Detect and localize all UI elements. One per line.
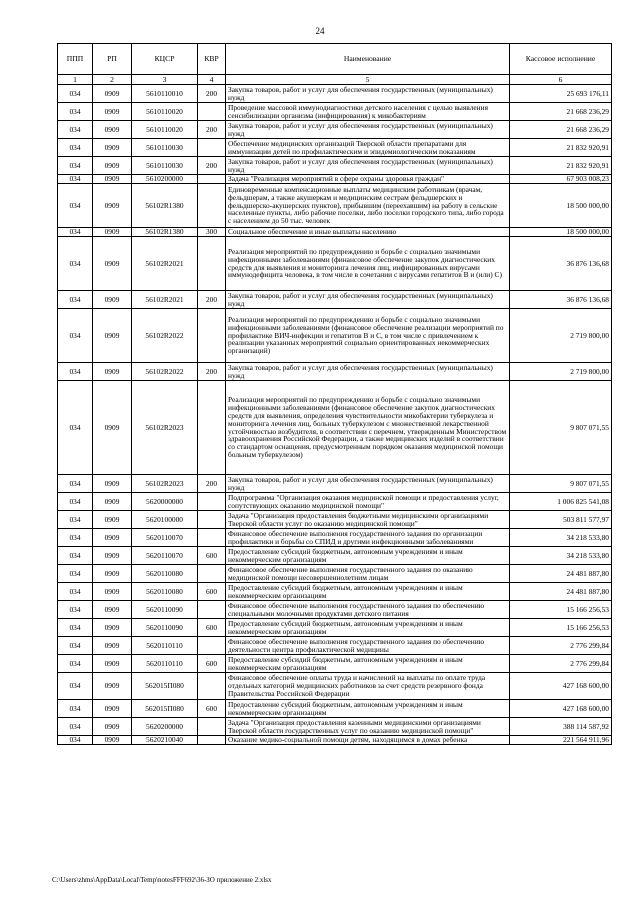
cell-rp: 0909: [93, 700, 132, 718]
table-row: [58, 139, 612, 157]
cell-kcsr: 56102R2022: [132, 309, 198, 363]
cell-kvr: [198, 175, 226, 184]
table-body: [58, 85, 612, 745]
cell-kvr: 200: [198, 475, 226, 493]
cell-amount: 36 876 136,68: [510, 291, 612, 309]
col-number: 2: [93, 75, 132, 85]
cell-name: Закупка товаров, работ и услуг для обеспечения государственных (муниципальных) нужд: [226, 85, 510, 103]
cell-rp: 0909: [93, 547, 132, 565]
cell-kcsr: 5610110030: [132, 139, 198, 157]
cell-amount: 18 500 000,00: [510, 184, 612, 228]
cell-ppp: 034: [58, 736, 93, 745]
cell-kvr: [198, 184, 226, 228]
cell-rp: 0909: [93, 529, 132, 547]
cell-amount: 9 807 071,55: [510, 475, 612, 493]
cell-rp: 0909: [93, 601, 132, 619]
cell-rp: 0909: [93, 121, 132, 139]
cell-kcsr: 5620210040: [132, 736, 198, 745]
cell-rp: 0909: [93, 736, 132, 745]
col-number: 1: [58, 75, 93, 85]
cell-kcsr: 562015П080: [132, 673, 198, 700]
column-number-row: [58, 75, 612, 85]
cell-kcsr: 5620110080: [132, 583, 198, 601]
header-row: [58, 44, 612, 75]
cell-kvr: 600: [198, 700, 226, 718]
cell-kvr: 600: [198, 655, 226, 673]
cell-kcsr: 562015П080: [132, 700, 198, 718]
cell-rp: 0909: [93, 184, 132, 228]
cell-name: Предоставление субсидий бюджетным, автономным учреждениям и иным некоммерческим организациям: [226, 547, 510, 565]
cell-name: Предоставление субсидий бюджетным, автономным учреждениям и иным некоммерческим организациям: [226, 583, 510, 601]
col-header-rp: РП: [93, 44, 132, 75]
table-row: [58, 655, 612, 673]
cell-ppp: 034: [58, 175, 93, 184]
cell-rp: 0909: [93, 309, 132, 363]
table-row: [58, 619, 612, 637]
cell-ppp: 034: [58, 655, 93, 673]
cell-kvr: 300: [198, 228, 226, 237]
table-row: [58, 363, 612, 381]
cell-kcsr: 56102R2021: [132, 291, 198, 309]
cell-kcsr: 56102R2022: [132, 363, 198, 381]
cell-kcsr: 56102R2023: [132, 381, 198, 475]
cell-amount: 15 166 256,53: [510, 601, 612, 619]
cell-ppp: 034: [58, 475, 93, 493]
cell-kvr: [198, 529, 226, 547]
cell-name: Финансовое обеспечение выполнения государственного задания по обеспечению деятельности центра профилактической медицины: [226, 637, 510, 655]
table-row: [58, 736, 612, 745]
cell-ppp: 034: [58, 381, 93, 475]
cell-name: Финансовое обеспечение оплаты труда и начислений на выплаты по оплате труда отдельных категорий медицинских работников за счет средств резервного фонда Правительства Российской Федерации: [226, 673, 510, 700]
cell-kvr: [198, 309, 226, 363]
cell-kcsr: 56102R1380: [132, 184, 198, 228]
cell-amount: 2 776 299,84: [510, 655, 612, 673]
cell-amount: 221 564 911,96: [510, 736, 612, 745]
cell-name: Финансовое обеспечение выполнения государственного задания по обеспечению специальными молочными продуктами детского питания: [226, 601, 510, 619]
cell-ppp: 034: [58, 583, 93, 601]
table-row: [58, 184, 612, 228]
cell-kvr: [198, 565, 226, 583]
cell-kvr: [198, 601, 226, 619]
cell-name: Оказание медико-социальной помощи детям, находящимся в домах ребенка: [226, 736, 510, 745]
table-row: [58, 511, 612, 529]
cell-name: Обеспечение медицинских организаций Тверской области препаратами для иммунизации детей по профилактическим и эпидемиологическим показаниям: [226, 139, 510, 157]
col-number: 4: [198, 75, 226, 85]
cell-name: Задача "Организация предоставления казенными медицинскими организациями Тверской области государственных услуг по оказанию медицинской помощи": [226, 718, 510, 736]
cell-amount: 24 481 887,80: [510, 565, 612, 583]
cell-kcsr: 5610110010: [132, 85, 198, 103]
cell-amount: 503 811 577,97: [510, 511, 612, 529]
table-row: [58, 718, 612, 736]
cell-rp: 0909: [93, 228, 132, 237]
table-row: [58, 583, 612, 601]
cell-amount: 21 832 920,91: [510, 157, 612, 175]
cell-rp: 0909: [93, 718, 132, 736]
table-row: [58, 381, 612, 475]
cell-name: Финансовое обеспечение выполнения государственного задания по организации профилактики и борьбы со СПИД и другими инфекционными заболеваниями: [226, 529, 510, 547]
cell-kvr: 200: [198, 363, 226, 381]
cell-rp: 0909: [93, 565, 132, 583]
cell-amount: 427 168 600,00: [510, 700, 612, 718]
cell-name: Закупка товаров, работ и услуг для обеспечения государственных (муниципальных) нужд: [226, 157, 510, 175]
cell-ppp: 034: [58, 637, 93, 655]
cell-kvr: [198, 381, 226, 475]
cell-kcsr: 5620110090: [132, 619, 198, 637]
page-number: 24: [315, 26, 325, 36]
table-row: [58, 85, 612, 103]
table-row: [58, 529, 612, 547]
cell-ppp: 034: [58, 85, 93, 103]
cell-ppp: 034: [58, 700, 93, 718]
table-row: [58, 228, 612, 237]
cell-ppp: 034: [58, 673, 93, 700]
cell-rp: 0909: [93, 157, 132, 175]
col-number: 6: [510, 75, 612, 85]
table-row: [58, 157, 612, 175]
cell-ppp: 034: [58, 121, 93, 139]
table-row: [58, 291, 612, 309]
cell-name: Реализация мероприятий по предупреждению и борьбе с социально значимыми инфекционными заболеваниями (финансовое обеспечение реализации мероприятий по профилактике ВИЧ-инфекции и гепатитов В и С, в том числе с привлечением к реализации указанных мероприятий социально ориентированных некоммерческих организаций): [226, 309, 510, 363]
cell-name: Единовременные компенсационные выплаты медицинским работникам (врачам, фельдшерам, а также акушеркам и медицинским сестрам фельдшерских и фельдшерско-акушерских пунктов), прибывшим (переехавшим) на работу в сельские населенные пункты, либо рабочие поселки, либо поселки городского типа, либо города с населением до 50 тыс. человек: [226, 184, 510, 228]
cell-name: Задача "Организация предоставления бюджетными медицинскими организациями Тверской области услуг по оказанию медицинской помощи": [226, 511, 510, 529]
cell-name: Подпрограмма "Организация оказания медицинской помощи и предоставления услуг, сопутствующих оказанию медицинской помощи": [226, 493, 510, 511]
cell-name: Проведение массовой иммунодиагностики детского населения с целью выявления сенсибилизации организма (инфицирования) к микобактериям: [226, 103, 510, 121]
cell-kvr: [198, 103, 226, 121]
table-row: [58, 547, 612, 565]
footer-file-path: C:\Users\zhms\AppData\Local\Temp\notesFFF692\36-ЗО приложение 2.xlsx: [52, 876, 272, 884]
cell-kcsr: 5620110070: [132, 529, 198, 547]
table-row: [58, 493, 612, 511]
cell-kcsr: 5620110080: [132, 565, 198, 583]
cell-amount: 427 168 600,00: [510, 673, 612, 700]
cell-name: Закупка товаров, работ и услуг для обеспечения государственных (муниципальных) нужд: [226, 121, 510, 139]
cell-amount: 2 719 800,00: [510, 363, 612, 381]
col-header-ppp: ППП: [58, 44, 93, 75]
cell-amount: 18 500 000,00: [510, 228, 612, 237]
cell-kcsr: 5620110110: [132, 637, 198, 655]
cell-kvr: [198, 673, 226, 700]
cell-name: Реализация мероприятий по предупреждению и борьбе с социально значимыми инфекционными заболеваниями (финансовое обеспечение закупок диагностических средств для выявления и мониторинга лечения лиц, инфицированных вирусами иммунодефицита человека, в том числе в сочетании с вирусами гепатитов В и (или) С): [226, 237, 510, 291]
table-row: [58, 121, 612, 139]
cell-kvr: [198, 139, 226, 157]
cell-rp: 0909: [93, 655, 132, 673]
cell-kcsr: 5620100000: [132, 511, 198, 529]
cell-kcsr: 5610110020: [132, 103, 198, 121]
cell-kcsr: 56102R2021: [132, 237, 198, 291]
table-row: [58, 175, 612, 184]
cell-ppp: 034: [58, 309, 93, 363]
cell-rp: 0909: [93, 85, 132, 103]
cell-kvr: [198, 718, 226, 736]
cell-amount: 2 719 800,00: [510, 309, 612, 363]
cell-kvr: [198, 237, 226, 291]
cell-kvr: 200: [198, 157, 226, 175]
cell-amount: 21 668 236,29: [510, 121, 612, 139]
col-header-kvr: КВР: [198, 44, 226, 75]
cell-ppp: 034: [58, 529, 93, 547]
cell-name: Предоставление субсидий бюджетным, автономным учреждениям и иным некоммерческим организациям: [226, 619, 510, 637]
col-header-amount: Кассовое исполнение: [510, 44, 612, 75]
table-row: [58, 637, 612, 655]
cell-kcsr: 56102R2023: [132, 475, 198, 493]
cell-kvr: [198, 736, 226, 745]
col-header-kcsr: КЦСР: [132, 44, 198, 75]
table-row: [58, 475, 612, 493]
cell-ppp: 034: [58, 547, 93, 565]
table-row: [58, 103, 612, 121]
col-number: 3: [132, 75, 198, 85]
cell-kcsr: 56102R1380: [132, 228, 198, 237]
cell-rp: 0909: [93, 583, 132, 601]
cell-ppp: 034: [58, 493, 93, 511]
cell-kcsr: 5610110030: [132, 157, 198, 175]
cell-rp: 0909: [93, 475, 132, 493]
cell-ppp: 034: [58, 511, 93, 529]
cell-amount: 2 776 299,84: [510, 637, 612, 655]
cell-kvr: [198, 511, 226, 529]
cell-rp: 0909: [93, 139, 132, 157]
cell-ppp: 034: [58, 619, 93, 637]
cell-kvr: 600: [198, 583, 226, 601]
cell-rp: 0909: [93, 619, 132, 637]
cell-kcsr: 5620000000: [132, 493, 198, 511]
col-number: 5: [226, 75, 510, 85]
cell-amount: 1 006 825 541,08: [510, 493, 612, 511]
cell-name: Задача "Реализация мероприятий в сфере охраны здоровья граждан": [226, 175, 510, 184]
col-header-name: Наименование: [226, 44, 510, 75]
table-row: [58, 309, 612, 363]
cell-ppp: 034: [58, 363, 93, 381]
cell-name: Реализация мероприятий по предупреждению и борьбе с социально значимыми инфекционными заболеваниями (финансовое обеспечение закупок диагностических средств для выявления, определения чувствительности микобактерии туберкулеза и мониторинга лечения лиц, больных туберкулезом с множественной лекарственной устойчивостью возбудителя, в соответствии с перечнем, утвержденным Министерством здравоохранения Российской Федерации, а также медицинских изделий в соответствии со стандартом оснащения, предусмотренным порядком оказания медицинской помощи больным туберкулезом): [226, 381, 510, 475]
cell-ppp: 034: [58, 291, 93, 309]
cell-kvr: [198, 637, 226, 655]
cell-amount: 388 114 587,92: [510, 718, 612, 736]
cell-name: Предоставление субсидий бюджетным, автономным учреждениям и иным некоммерческим организациям: [226, 700, 510, 718]
table-row: [58, 601, 612, 619]
cell-ppp: 034: [58, 103, 93, 121]
cell-amount: 34 218 533,80: [510, 547, 612, 565]
cell-ppp: 034: [58, 601, 93, 619]
cell-kcsr: 5610200000: [132, 175, 198, 184]
cell-rp: 0909: [93, 237, 132, 291]
cell-name: Закупка товаров, работ и услуг для обеспечения государственных (муниципальных) нужд: [226, 363, 510, 381]
cell-name: Предоставление субсидий бюджетным, автономным учреждениям и иным некоммерческим организациям: [226, 655, 510, 673]
table-row: [58, 700, 612, 718]
cell-rp: 0909: [93, 637, 132, 655]
cell-kvr: [198, 493, 226, 511]
cell-rp: 0909: [93, 103, 132, 121]
cell-rp: 0909: [93, 673, 132, 700]
table-row: [58, 237, 612, 291]
cell-rp: 0909: [93, 511, 132, 529]
cell-ppp: 034: [58, 157, 93, 175]
cell-kcsr: 5610110020: [132, 121, 198, 139]
cell-rp: 0909: [93, 381, 132, 475]
cell-kvr: 200: [198, 291, 226, 309]
cell-amount: 9 807 071,55: [510, 381, 612, 475]
cell-rp: 0909: [93, 291, 132, 309]
cell-amount: 67 903 008,23: [510, 175, 612, 184]
cell-amount: 24 481 887,80: [510, 583, 612, 601]
cell-name: Финансовое обеспечение выполнения государственного задания по оказанию медицинской помощи несовершеннолетним лицам: [226, 565, 510, 583]
cell-rp: 0909: [93, 175, 132, 184]
cell-kvr: 200: [198, 85, 226, 103]
cell-kcsr: 5620110090: [132, 601, 198, 619]
cell-kcsr: 5620200000: [132, 718, 198, 736]
cell-kcsr: 5620110070: [132, 547, 198, 565]
cell-ppp: 034: [58, 228, 93, 237]
table-row: [58, 565, 612, 583]
cell-ppp: 034: [58, 139, 93, 157]
cell-amount: 36 876 136,68: [510, 237, 612, 291]
cell-name: Закупка товаров, работ и услуг для обеспечения государственных (муниципальных) нужд: [226, 291, 510, 309]
cell-amount: 34 218 533,80: [510, 529, 612, 547]
cell-name: Социальное обеспечение и иные выплаты населению: [226, 228, 510, 237]
cell-ppp: 034: [58, 718, 93, 736]
cell-name: Закупка товаров, работ и услуг для обеспечения государственных (муниципальных) нужд: [226, 475, 510, 493]
table-row: [58, 673, 612, 700]
cell-kvr: 600: [198, 547, 226, 565]
cell-rp: 0909: [93, 493, 132, 511]
cell-kvr: 600: [198, 619, 226, 637]
cell-rp: 0909: [93, 363, 132, 381]
cell-amount: 21 668 236,29: [510, 103, 612, 121]
cell-ppp: 034: [58, 237, 93, 291]
cell-ppp: 034: [58, 565, 93, 583]
cell-kvr: 200: [198, 121, 226, 139]
budget-table: [57, 43, 612, 745]
cell-amount: 21 832 920,91: [510, 139, 612, 157]
cell-ppp: 034: [58, 184, 93, 228]
cell-amount: 15 166 256,53: [510, 619, 612, 637]
cell-amount: 25 693 176,11: [510, 85, 612, 103]
cell-kcsr: 5620110110: [132, 655, 198, 673]
